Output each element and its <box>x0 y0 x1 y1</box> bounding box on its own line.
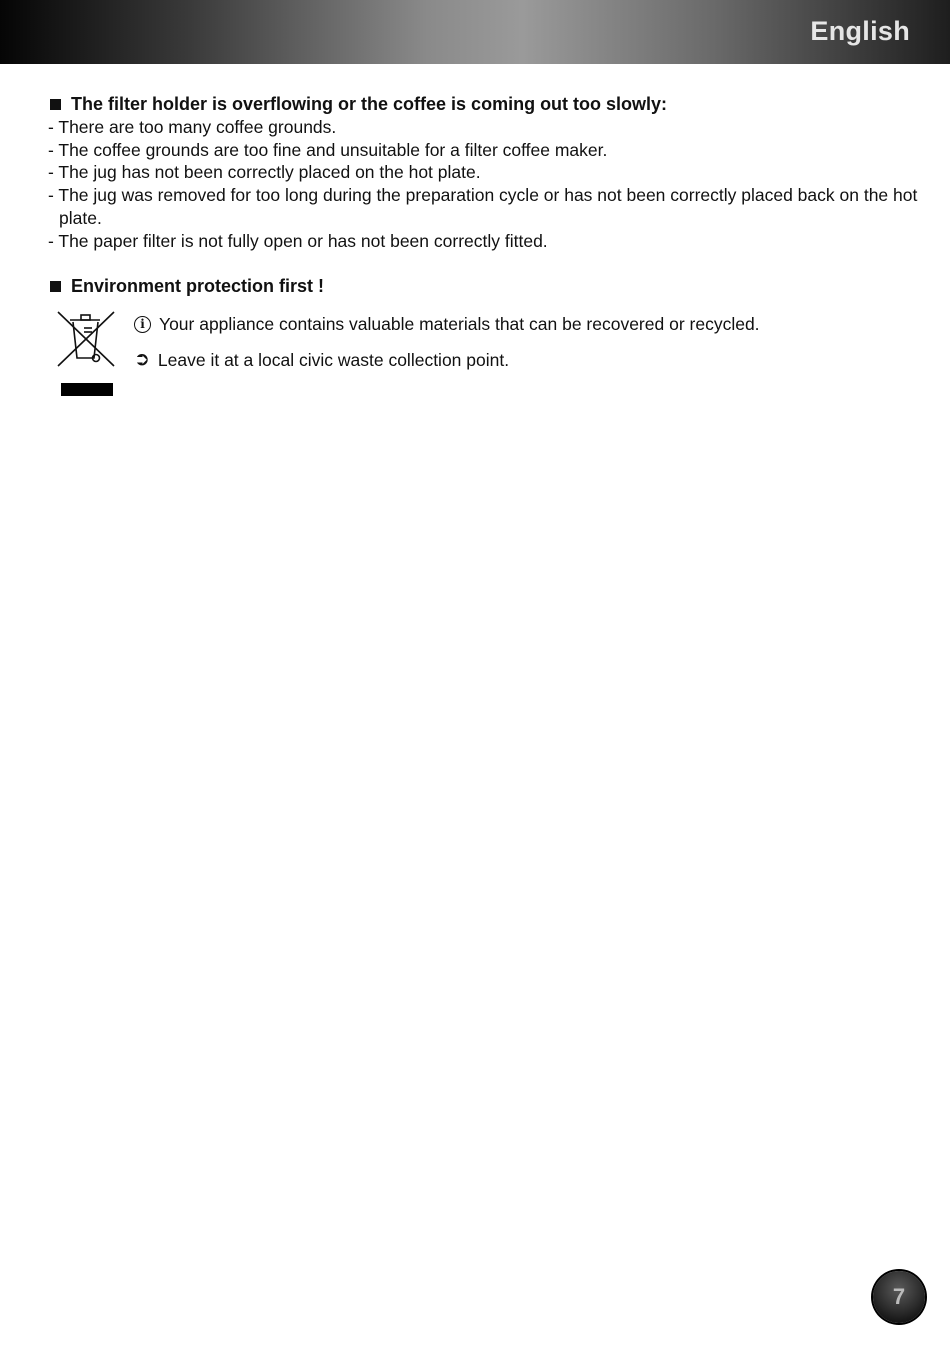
square-bullet-icon <box>50 99 61 110</box>
info-note <box>134 313 760 335</box>
list-item: - The paper filter is not fully open or has not been correctly fitted. <box>48 230 548 251</box>
list-item: - The jug has not been correctly placed on the hot plate. <box>48 162 481 183</box>
info-note-text: Your appliance contains valuable materials that can be recovered or recycled. <box>159 314 760 335</box>
overflow-section-heading <box>48 92 918 116</box>
header-bar <box>0 0 950 64</box>
environment-row <box>48 308 918 418</box>
list-item: - The jug was removed for too long during the preparation cycle or has not been correctly placed back on the hot plate. <box>48 185 918 228</box>
crossed-out-wheelie-bin-icon <box>54 308 120 372</box>
square-bullet-icon <box>50 281 61 292</box>
action-note <box>134 349 509 371</box>
separate-collection-bar <box>61 383 113 396</box>
page-content <box>48 92 918 418</box>
overflow-cause-list <box>48 116 918 252</box>
action-note-text: Leave it at a local civic waste collection point. <box>157 350 510 371</box>
page-number-badge: 7 <box>873 1271 925 1323</box>
environment-heading-text: Environment protection first ! <box>71 276 325 297</box>
environment-section-heading <box>48 274 918 298</box>
list-item: - The coffee grounds are too fine and unsuitable for a filter coffee maker. <box>48 139 608 160</box>
info-icon: i <box>134 316 151 333</box>
overflow-heading-text: The filter holder is overflowing or the coffee is coming out too slowly: <box>71 94 668 114</box>
list-item: - There are too many coffee grounds. <box>48 117 337 137</box>
language-label: English <box>810 16 910 46</box>
curved-arrow-icon: ➲ <box>134 349 150 371</box>
